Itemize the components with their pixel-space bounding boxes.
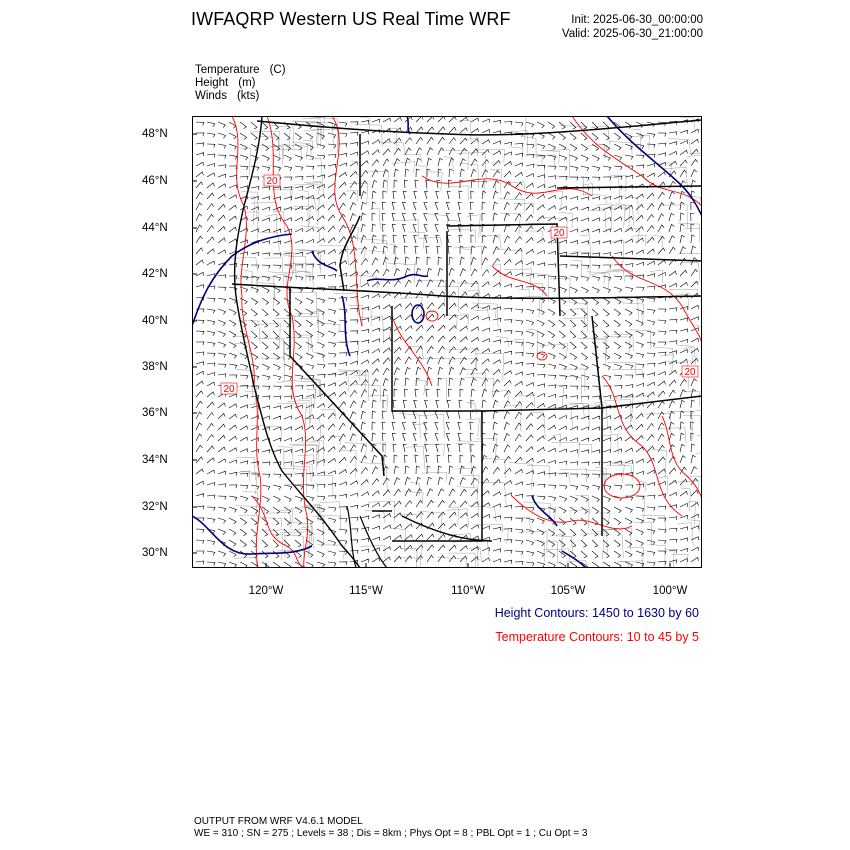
model-footer (194, 816, 587, 840)
temperature-legend: Temperature Contours: 10 to 45 by 5 (495, 630, 699, 644)
contour-label: 20 (684, 367, 696, 378)
map-title: IWFAQRP Western US Real Time WRF (191, 9, 511, 29)
footer-line-1: OUTPUT FROM WRF V4.6.1 MODEL (194, 816, 363, 827)
lon-label-110: 110°W (451, 585, 485, 597)
map-panel (192, 116, 702, 568)
time-info (562, 13, 703, 41)
lat-label-32: 32°N (142, 501, 168, 513)
lat-label-34: 34°N (142, 454, 168, 466)
init-time: Init: 2025-06-30_00:00:00 (571, 14, 703, 26)
lon-label-100: 100°W (652, 585, 688, 597)
lon-label-115: 115°W (349, 585, 383, 597)
axis-ticks (192, 134, 670, 568)
map-canvas (192, 116, 702, 568)
lat-label-46: 46°N (142, 175, 168, 187)
contour-label: 20 (266, 176, 278, 187)
contour-label: 20 (553, 228, 565, 239)
lat-label-44: 44°N (142, 222, 168, 234)
height-legend: Height Contours: 1450 to 1630 by 60 (494, 606, 699, 620)
contour-label: 20 (223, 384, 235, 395)
lat-label-38: 38°N (142, 361, 168, 373)
lat-label-40: 40°N (142, 315, 168, 327)
footer-line-2: WE = 310 ; SN = 275 ; Levels = 38 ; Dis = 8km ; Phys Opt = 8 ; PBL Opt = 1 ; Cu Opt = 3 (194, 828, 588, 839)
state-boundaries (232, 120, 702, 541)
field-list (195, 64, 286, 103)
lon-label-120: 120°W (248, 585, 284, 597)
lat-label-48: 48°N (142, 128, 168, 140)
field-temperature: Temperature (C) (195, 64, 286, 76)
field-winds: Winds (kts) (195, 90, 260, 102)
valid-time: Valid: 2025-06-30_21:00:00 (561, 28, 703, 40)
lat-label-42: 42°N (142, 268, 168, 280)
field-height: Height (m) (195, 77, 256, 89)
lon-label-105: 105°W (550, 585, 586, 597)
lat-label-30: 30°N (142, 547, 168, 559)
lat-label-36: 36°N (142, 407, 168, 419)
